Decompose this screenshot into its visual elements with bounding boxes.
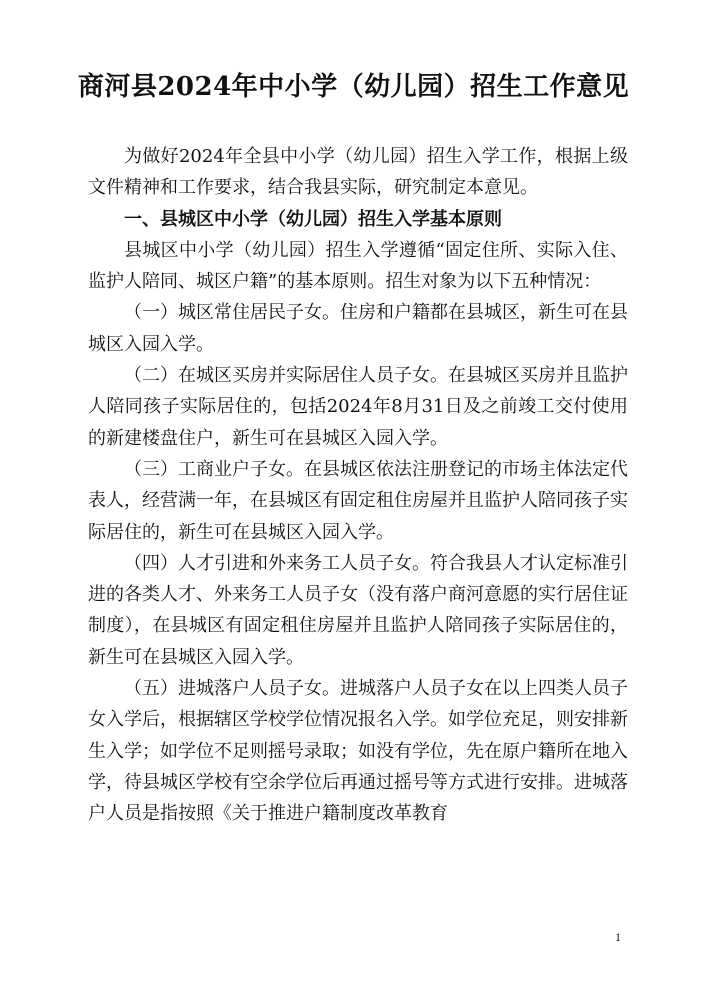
item-lead: （二）在城区买房并实际居住人员子女。 — [124, 365, 448, 387]
section-paragraph: 县城区中小学（幼儿园）招生入学遵循“固定住所、实际入住、监护人陪同、城区户籍”的基本原则。招生对象为以下五种情况： — [88, 239, 628, 293]
intro-paragraph: 为做好2024年全县中小学（幼儿园）招生入学工作，根据上级文件精神和工作要求，结合我县实际，研究制定本意见。 — [88, 146, 628, 199]
item-text: 住房和户籍都在县城区，新生可在县城区入园入学。 — [88, 302, 628, 355]
document-title: 商河县2024年中小学（幼儿园）招生工作意见 — [77, 72, 630, 102]
item-text: 符合我县人才认定标准引进的各类人才、外来务工人员子女（没有落户商河意愿的实行居住证制度），在县城区有固定租住房屋并且监护人陪同孩子实际居住的，新生可在县城区入园入学。 — [88, 552, 628, 668]
list-item — [88, 673, 628, 829]
item-text: 在县城区买房并且监护人陪同孩子实际居住的，包括2024年8月31日及之前竣工交付使用的新建楼盘住户，新生可在县城区入园入学。 — [88, 365, 628, 449]
list-item — [88, 360, 628, 454]
document-body — [88, 141, 628, 830]
item-lead: （一）城区常住居民子女。 — [124, 302, 340, 324]
item-lead: （四）人才引进和外来务工人员子女。 — [124, 552, 430, 574]
section-heading: 一、县城区中小学（幼儿园）招生入学基本原则 — [124, 208, 502, 230]
item-lead: （五）进城落户人员子女。 — [124, 678, 340, 700]
list-item — [88, 297, 628, 360]
item-lead: （三）工商业户子女。 — [124, 458, 304, 480]
list-item — [88, 548, 628, 673]
item-text: 进城落户人员子女在以上四类人员子女入学后，根据辖区学校学位情况报名入学。如学位充足，则安排新生入学；如学位不足则摇号录取；如没有学位，先在原户籍所在地入学，待县城区学校有空余学位后再通过摇号等方式进行安排。进城落户人员是指按照《关于推进户籍制度改革教育 — [88, 678, 628, 825]
page-number: 1 — [615, 930, 621, 944]
item-text: 在县城区依法注册登记的市场主体法定代表人，经营满一年，在县城区有固定租住房屋并且监护人陪同孩子实际居住的，新生可在县城区入园入学。 — [88, 458, 628, 543]
list-item — [88, 454, 628, 548]
